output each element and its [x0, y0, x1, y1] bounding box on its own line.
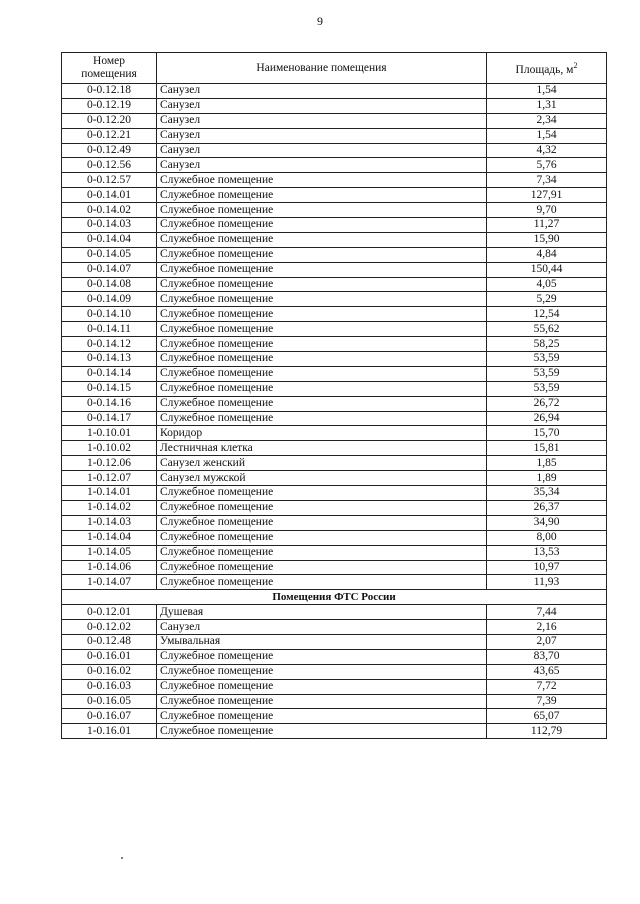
cell-room-name: Служебное помещение [157, 575, 487, 590]
cell-room-name: Служебное помещение [157, 545, 487, 560]
cell-room-name: Служебное помещение [157, 679, 487, 694]
cell-room-name: Служебное помещение [157, 218, 487, 233]
cell-room-number: 1-0.14.05 [62, 545, 157, 560]
cell-room-name: Коридор [157, 426, 487, 441]
section-row [62, 590, 607, 605]
cell-room-number: 0-0.12.02 [62, 620, 157, 635]
header-room-name: Наименование помещения [157, 53, 487, 84]
table-row [62, 500, 607, 515]
table-row [62, 679, 607, 694]
cell-room-number: 0-0.16.02 [62, 664, 157, 679]
cell-area: 26,72 [487, 396, 607, 411]
cell-room-number: 0-0.14.13 [62, 352, 157, 367]
cell-area: 11,93 [487, 575, 607, 590]
cell-room-name: Служебное помещение [157, 486, 487, 501]
cell-room-number: 0-0.12.48 [62, 634, 157, 649]
cell-area: 1,89 [487, 471, 607, 486]
table-row [62, 381, 607, 396]
cell-room-name: Душевая [157, 605, 487, 620]
table-row [62, 113, 607, 128]
cell-area: 1,31 [487, 98, 607, 113]
header-area-sup: 2 [573, 61, 578, 71]
cell-room-name: Служебное помещение [157, 247, 487, 262]
cell-room-number: 0-0.14.12 [62, 337, 157, 352]
header-room-number [62, 53, 157, 84]
cell-room-number: 1-0.16.01 [62, 724, 157, 739]
cell-area: 83,70 [487, 649, 607, 664]
cell-room-number: 0-0.14.05 [62, 247, 157, 262]
cell-room-name: Санузел [157, 158, 487, 173]
cell-area: 5,76 [487, 158, 607, 173]
cell-area: 1,85 [487, 456, 607, 471]
table-row [62, 143, 607, 158]
cell-area: 4,32 [487, 143, 607, 158]
table-row [62, 634, 607, 649]
cell-room-number: 1-0.14.02 [62, 500, 157, 515]
cell-room-number: 1-0.12.07 [62, 471, 157, 486]
cell-area: 1,54 [487, 128, 607, 143]
cell-room-name: Служебное помещение [157, 337, 487, 352]
cell-area: 1,54 [487, 84, 607, 99]
cell-room-number: 0-0.14.04 [62, 232, 157, 247]
cell-room-number: 0-0.12.01 [62, 605, 157, 620]
cell-room-name: Служебное помещение [157, 203, 487, 218]
table-row [62, 471, 607, 486]
cell-room-number: 0-0.14.10 [62, 307, 157, 322]
cell-room-name: Санузел [157, 620, 487, 635]
cell-area: 7,34 [487, 173, 607, 188]
cell-area: 53,59 [487, 366, 607, 381]
table-row [62, 173, 607, 188]
table-body-fts [62, 605, 607, 739]
scan-speck [121, 857, 123, 859]
cell-room-number: 0-0.14.16 [62, 396, 157, 411]
table-row [62, 247, 607, 262]
table-row [62, 441, 607, 456]
cell-area: 127,91 [487, 188, 607, 203]
cell-area: 2,16 [487, 620, 607, 635]
cell-room-number: 0-0.14.11 [62, 322, 157, 337]
table-row [62, 262, 607, 277]
table-row [62, 724, 607, 739]
cell-area: 150,44 [487, 262, 607, 277]
cell-room-name: Служебное помещение [157, 262, 487, 277]
table-row [62, 322, 607, 337]
cell-area: 2,07 [487, 634, 607, 649]
cell-room-number: 0-0.14.14 [62, 366, 157, 381]
table-row [62, 515, 607, 530]
cell-room-number: 0-0.12.49 [62, 143, 157, 158]
header-row [62, 53, 607, 84]
cell-room-name: Служебное помещение [157, 188, 487, 203]
table-row [62, 232, 607, 247]
cell-room-name: Служебное помещение [157, 352, 487, 367]
cell-room-number: 0-0.16.07 [62, 709, 157, 724]
cell-room-number: 0-0.14.08 [62, 277, 157, 292]
table-row [62, 575, 607, 590]
cell-room-number: 0-0.12.56 [62, 158, 157, 173]
cell-room-number: 0-0.16.05 [62, 694, 157, 709]
cell-room-number: 0-0.12.21 [62, 128, 157, 143]
table-body-main [62, 84, 607, 590]
cell-room-number: 1-0.10.02 [62, 441, 157, 456]
cell-room-number: 0-0.16.03 [62, 679, 157, 694]
cell-room-number: 0-0.14.09 [62, 292, 157, 307]
cell-area: 8,00 [487, 530, 607, 545]
cell-area: 4,84 [487, 247, 607, 262]
table-row [62, 649, 607, 664]
cell-room-name: Служебное помещение [157, 277, 487, 292]
cell-area: 112,79 [487, 724, 607, 739]
cell-room-number: 1-0.12.06 [62, 456, 157, 471]
table-row [62, 218, 607, 233]
cell-area: 53,59 [487, 352, 607, 367]
header-room-number-line2: помещения [81, 68, 137, 80]
table-header [62, 53, 607, 84]
cell-room-number: 0-0.16.01 [62, 649, 157, 664]
cell-area: 13,53 [487, 545, 607, 560]
table-row [62, 411, 607, 426]
cell-room-number: 0-0.12.19 [62, 98, 157, 113]
cell-room-name: Санузел [157, 84, 487, 99]
cell-area: 15,70 [487, 426, 607, 441]
cell-area: 9,70 [487, 203, 607, 218]
cell-area: 58,25 [487, 337, 607, 352]
cell-room-name: Умывальная [157, 634, 487, 649]
cell-room-number: 1-0.14.01 [62, 486, 157, 501]
section-title: Помещения ФТС России [62, 590, 607, 605]
cell-room-number: 0-0.12.18 [62, 84, 157, 99]
cell-room-number: 0-0.14.01 [62, 188, 157, 203]
table-row [62, 530, 607, 545]
table-body-section [62, 590, 607, 605]
cell-room-name: Санузел [157, 98, 487, 113]
cell-room-number: 1-0.14.07 [62, 575, 157, 590]
table-row [62, 709, 607, 724]
cell-room-name: Служебное помещение [157, 530, 487, 545]
cell-room-number: 0-0.14.03 [62, 218, 157, 233]
cell-room-name: Служебное помещение [157, 515, 487, 530]
table-row [62, 98, 607, 113]
cell-area: 43,65 [487, 664, 607, 679]
header-area [487, 53, 607, 84]
table-row [62, 456, 607, 471]
cell-room-name: Санузел мужской [157, 471, 487, 486]
cell-room-name: Служебное помещение [157, 724, 487, 739]
cell-area: 15,90 [487, 232, 607, 247]
cell-area: 35,34 [487, 486, 607, 501]
cell-room-name: Служебное помещение [157, 366, 487, 381]
table-row [62, 560, 607, 575]
cell-area: 4,05 [487, 277, 607, 292]
cell-room-number: 0-0.14.07 [62, 262, 157, 277]
table-row [62, 620, 607, 635]
cell-area: 5,29 [487, 292, 607, 307]
page-number: 9 [317, 14, 323, 28]
cell-room-name: Служебное помещение [157, 649, 487, 664]
table-row [62, 426, 607, 441]
table-row [62, 128, 607, 143]
table-row [62, 486, 607, 501]
cell-area: 26,94 [487, 411, 607, 426]
cell-room-name: Служебное помещение [157, 664, 487, 679]
cell-area: 12,54 [487, 307, 607, 322]
rooms-table [61, 52, 607, 739]
header-area-label: Площадь, м [515, 63, 574, 76]
cell-room-name: Служебное помещение [157, 381, 487, 396]
cell-room-name: Служебное помещение [157, 411, 487, 426]
cell-area: 7,72 [487, 679, 607, 694]
cell-area: 11,27 [487, 218, 607, 233]
cell-area: 15,81 [487, 441, 607, 456]
cell-room-number: 0-0.12.57 [62, 173, 157, 188]
table-row [62, 352, 607, 367]
cell-room-name: Служебное помещение [157, 322, 487, 337]
table-row [62, 694, 607, 709]
cell-room-name: Служебное помещение [157, 694, 487, 709]
table-row [62, 158, 607, 173]
header-room-number-line1: Номер [93, 55, 125, 67]
cell-room-number: 1-0.14.04 [62, 530, 157, 545]
cell-room-name: Служебное помещение [157, 396, 487, 411]
cell-room-number: 0-0.14.17 [62, 411, 157, 426]
cell-area: 7,44 [487, 605, 607, 620]
cell-room-number: 0-0.14.15 [62, 381, 157, 396]
table-row [62, 337, 607, 352]
cell-area: 53,59 [487, 381, 607, 396]
cell-room-number: 0-0.14.02 [62, 203, 157, 218]
table-row [62, 203, 607, 218]
table-row [62, 292, 607, 307]
table-row [62, 664, 607, 679]
table-row [62, 307, 607, 322]
cell-room-name: Служебное помещение [157, 232, 487, 247]
cell-room-name: Санузел [157, 113, 487, 128]
cell-room-number: 0-0.12.20 [62, 113, 157, 128]
cell-room-name: Лестничная клетка [157, 441, 487, 456]
table-row [62, 605, 607, 620]
cell-room-name: Служебное помещение [157, 307, 487, 322]
table-row [62, 366, 607, 381]
cell-room-name: Служебное помещение [157, 292, 487, 307]
table-row [62, 277, 607, 292]
cell-room-name: Служебное помещение [157, 709, 487, 724]
table-row [62, 84, 607, 99]
cell-room-number: 1-0.14.03 [62, 515, 157, 530]
cell-area: 55,62 [487, 322, 607, 337]
cell-room-number: 1-0.10.01 [62, 426, 157, 441]
cell-room-name: Санузел [157, 128, 487, 143]
cell-room-name: Санузел женский [157, 456, 487, 471]
cell-room-name: Служебное помещение [157, 173, 487, 188]
table-row [62, 188, 607, 203]
cell-area: 7,39 [487, 694, 607, 709]
cell-room-name: Санузел [157, 143, 487, 158]
cell-area: 2,34 [487, 113, 607, 128]
cell-room-name: Служебное помещение [157, 560, 487, 575]
cell-area: 34,90 [487, 515, 607, 530]
cell-area: 65,07 [487, 709, 607, 724]
cell-area: 26,37 [487, 500, 607, 515]
cell-room-name: Служебное помещение [157, 500, 487, 515]
table-row [62, 396, 607, 411]
cell-area: 10,97 [487, 560, 607, 575]
table-row [62, 545, 607, 560]
cell-room-number: 1-0.14.06 [62, 560, 157, 575]
